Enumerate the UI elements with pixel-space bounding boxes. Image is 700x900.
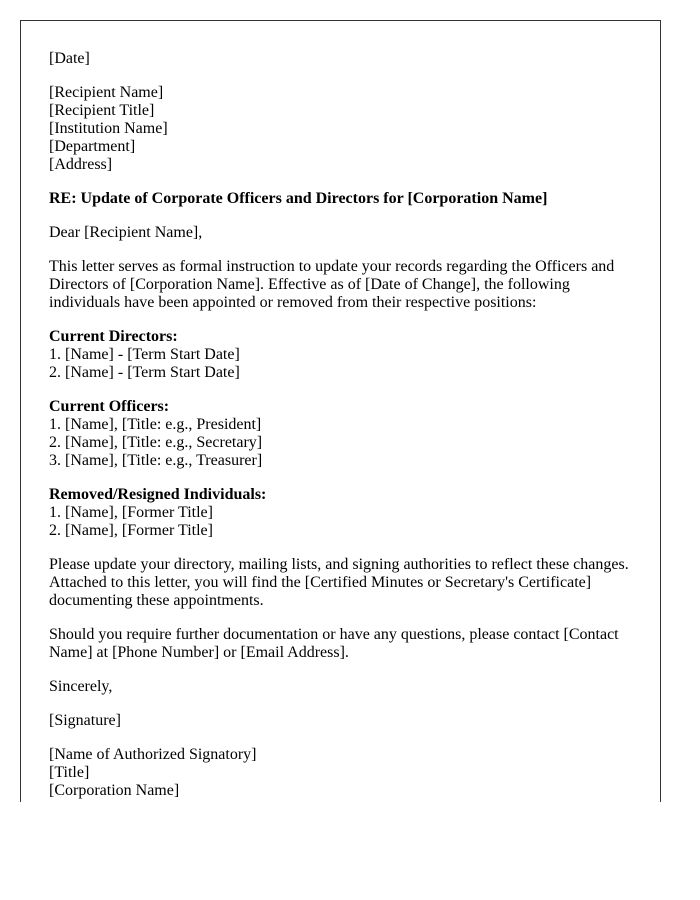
list-item: 1. [Name], [Title: e.g., President] — [49, 416, 262, 433]
update-paragraph: Please update your directory, mailing lists, and signing authorities to reflect these changes. Attached to this letter, you will find the [Certified Minutes or Secretary's Certificate] documenting these appointments. — [49, 556, 629, 609]
list-item: 2. [Name], [Title: e.g., Secretary] — [49, 434, 263, 451]
intro-paragraph: This letter serves as formal instruction to update your records regarding the Officers and Directors of [Corporation Name]. Effective as of [Date of Change], the following individuals have been appointed or removed from their respective positions: — [49, 258, 615, 311]
list-item: 2. [Name], [Former Title] — [49, 522, 213, 539]
officers-heading: Current Officers: — [49, 398, 170, 415]
corporation-name: [Corporation Name] — [49, 782, 180, 799]
subject-line: RE: Update of Corporate Officers and Directors for [Corporation Name] — [49, 190, 548, 207]
directors-heading: Current Directors: — [49, 328, 178, 345]
signatory-block — [49, 746, 632, 800]
contact-paragraph: Should you require further documentation or have any questions, please contact [Contact Name] at [Phone Number] or [Email Address]. — [49, 626, 619, 661]
recipient-title: [Recipient Title] — [49, 102, 155, 119]
recipient-block — [49, 84, 632, 174]
date: [Date] — [49, 50, 90, 67]
list-item: 3. [Name], [Title: e.g., Treasurer] — [49, 452, 263, 469]
officers-section — [49, 398, 632, 470]
signatory-title: [Title] — [49, 764, 90, 781]
institution-name: [Institution Name] — [49, 120, 168, 137]
closing: Sincerely, — [49, 678, 113, 695]
list-item: 2. [Name] - [Term Start Date] — [49, 364, 240, 381]
list-item: 1. [Name], [Former Title] — [49, 504, 213, 521]
signature: [Signature] — [49, 712, 121, 729]
letter-page — [20, 20, 661, 802]
recipient-name: [Recipient Name] — [49, 84, 164, 101]
salutation: Dear [Recipient Name], — [49, 224, 203, 241]
department: [Department] — [49, 138, 136, 155]
list-item: 1. [Name] - [Term Start Date] — [49, 346, 240, 363]
removed-heading: Removed/Resigned Individuals: — [49, 486, 267, 503]
removed-section — [49, 486, 632, 540]
address: [Address] — [49, 156, 113, 173]
directors-section — [49, 328, 632, 382]
signatory-name: [Name of Authorized Signatory] — [49, 746, 257, 763]
